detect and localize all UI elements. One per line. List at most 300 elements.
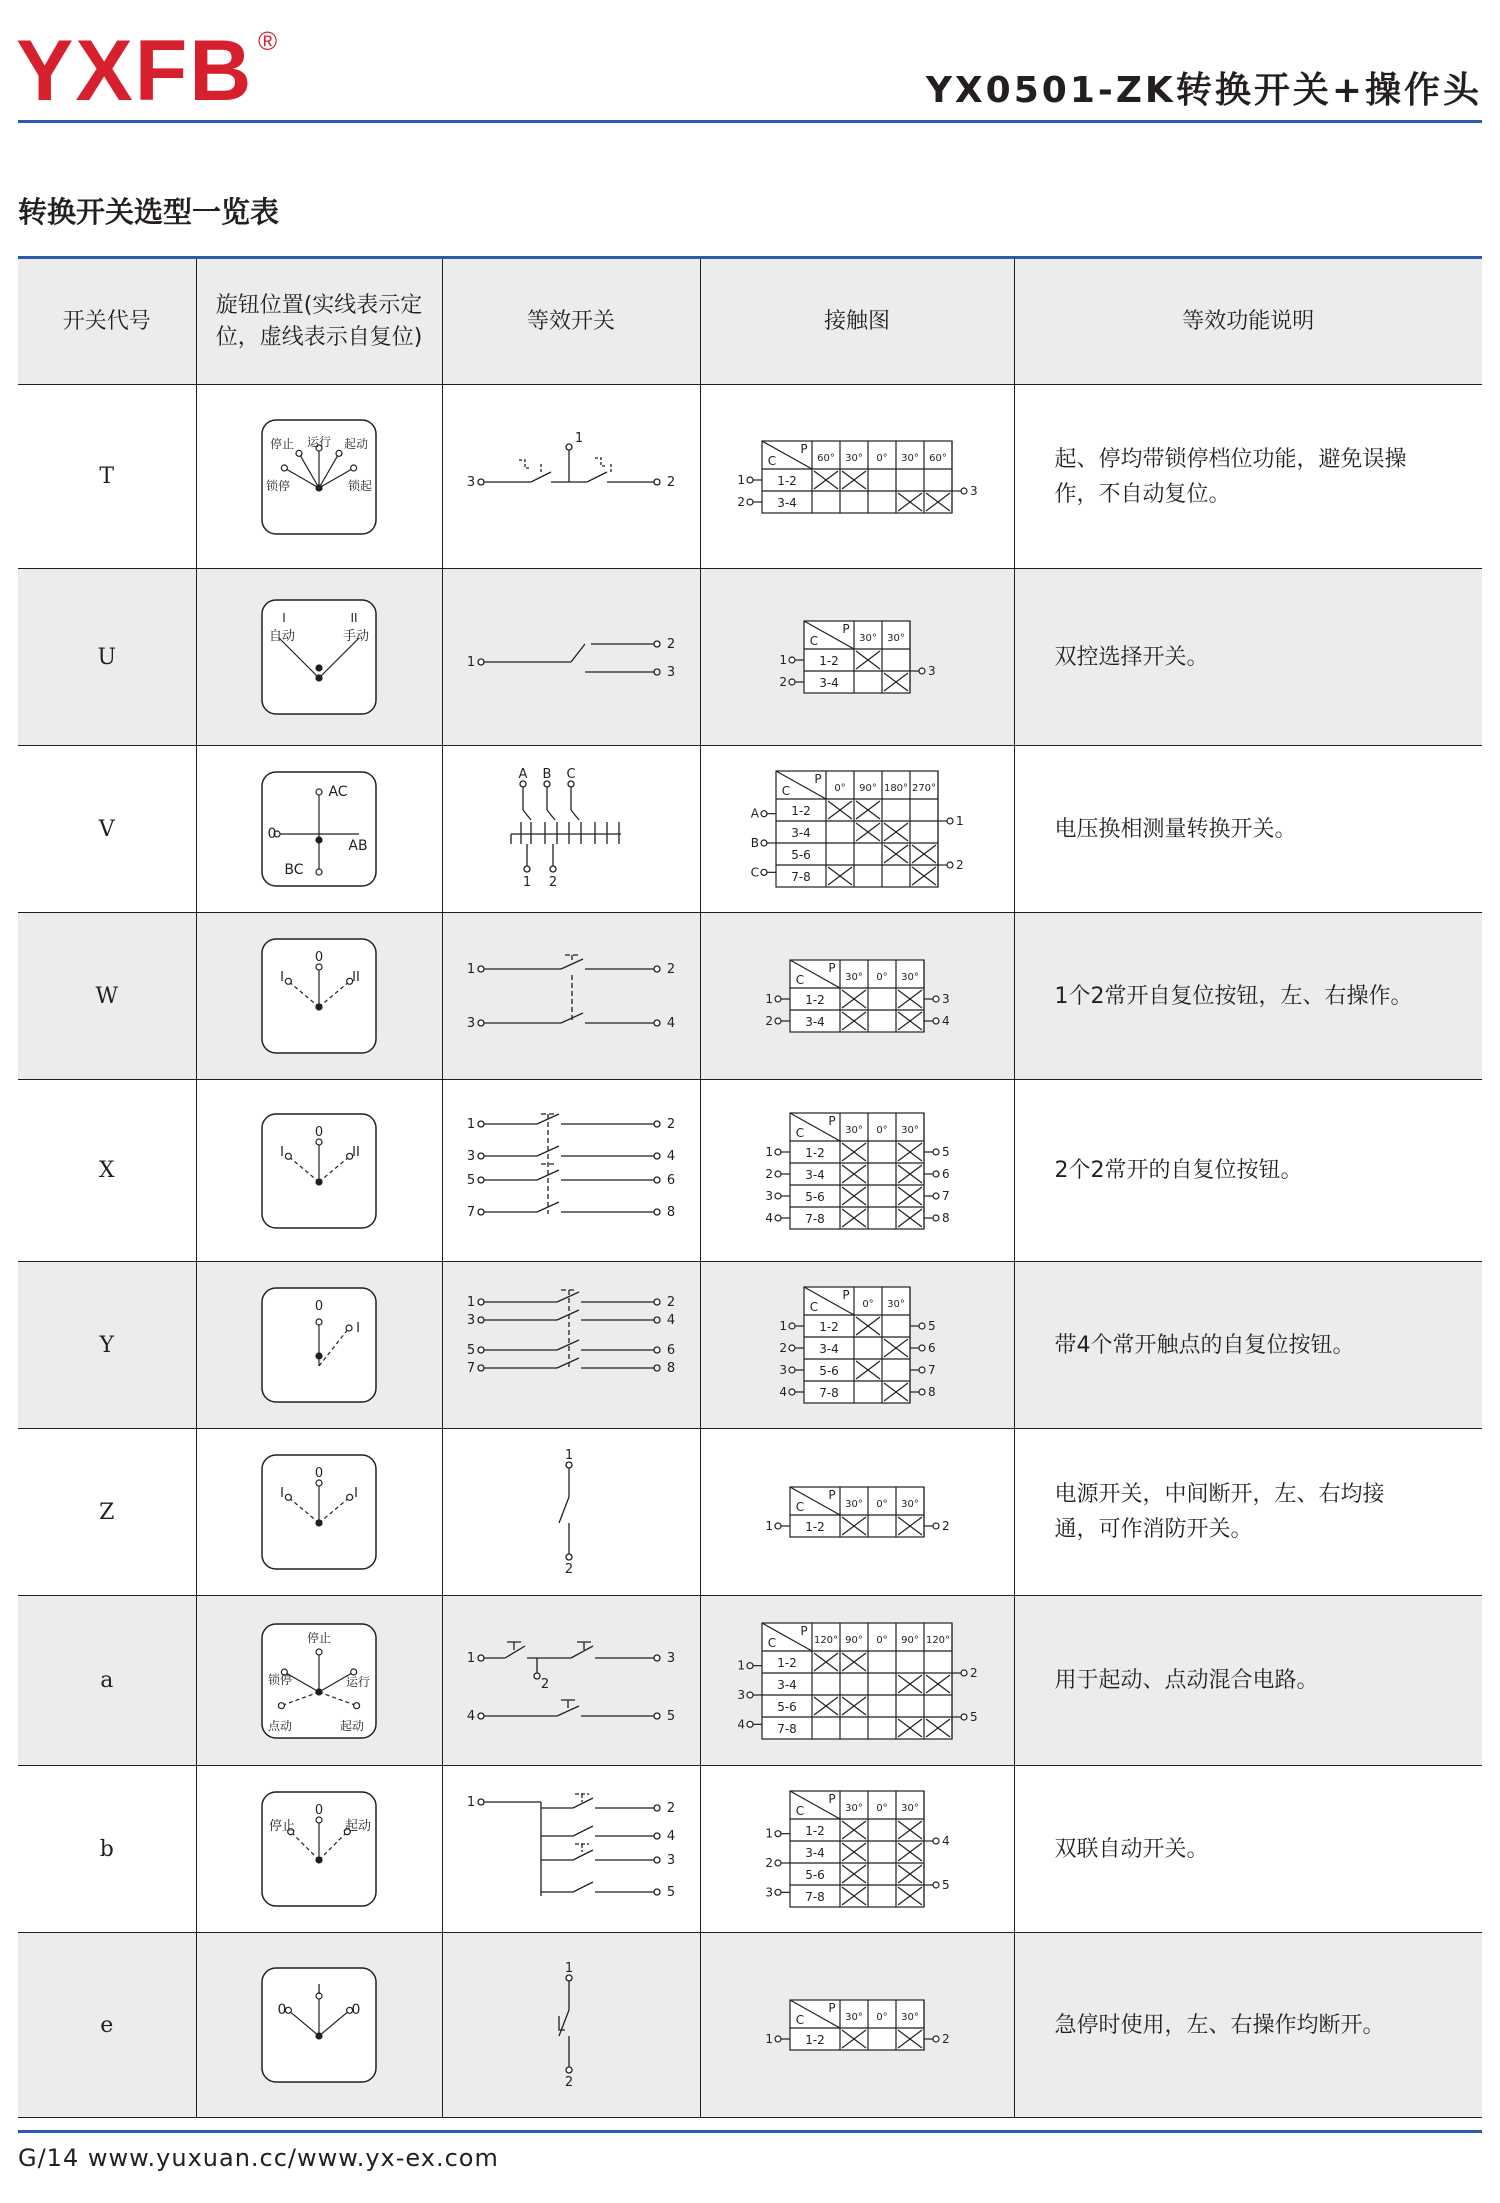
contact-terminal-label: 2	[942, 1519, 950, 1533]
contact-terminal-label: 1	[765, 992, 773, 1006]
switch-code: b	[99, 1836, 114, 1862]
header-knob-text: 旋钮位置(实线表示定位，虚线表示自复位)	[215, 292, 423, 350]
contact-angle-label: 30°	[887, 633, 905, 644]
contact-row-label: 5-6	[777, 1699, 797, 1714]
switch-terminal-label: 2	[564, 2075, 574, 2090]
contact-terminal-label: 2	[779, 1341, 787, 1355]
switch-terminal-label: 8	[666, 1361, 676, 1376]
table-row	[18, 1766, 1482, 1933]
function-description: 双控选择开关。	[1014, 569, 1482, 746]
switch-terminal-label: 5	[466, 1172, 476, 1188]
contact-terminal-label: 1	[737, 1658, 745, 1673]
knob-label: 0	[314, 1803, 324, 1818]
knob-label: I	[280, 1486, 284, 1501]
contact-terminal-label: 3	[779, 1363, 787, 1377]
table-row	[18, 569, 1482, 746]
contact-terminal-label: 2	[765, 1166, 773, 1181]
switch-terminal-label: 7	[466, 1361, 476, 1376]
contact-terminal-label: 5	[928, 1319, 936, 1333]
switch-terminal-label: 3	[666, 1650, 676, 1666]
contact-row-label: 1-2	[819, 654, 839, 668]
switch-terminal-label: 1	[466, 655, 476, 670]
knob-label: I	[356, 1321, 360, 1336]
table-row	[18, 746, 1482, 913]
knob-label: 起动	[339, 1718, 365, 1733]
contact-row-label: 7-8	[805, 1890, 825, 1904]
contact-corner-c: C	[795, 1125, 805, 1140]
header-contact-diagram: 接触图	[700, 258, 1014, 385]
contact-terminal-label: 5	[942, 1878, 950, 1892]
knob-label: 自动	[268, 629, 296, 644]
equivalent-switch-diagram	[461, 1447, 681, 1577]
section-title: 转换开关选型一览表	[18, 195, 280, 229]
switch-terminal-label: 3	[466, 1148, 476, 1164]
contact-angle-label: 30°	[845, 972, 863, 983]
contact-terminal-label: 7	[928, 1363, 936, 1377]
contact-angle-label: 0°	[876, 1803, 888, 1814]
table-header-row	[18, 258, 1482, 385]
switch-cell	[442, 1262, 700, 1429]
switch-code: X	[98, 1158, 115, 1183]
switch-code: e	[100, 2012, 114, 2038]
contact-cell	[700, 385, 1014, 569]
knob-position-icon	[260, 1790, 378, 1908]
contact-angle-label: 270°	[911, 783, 937, 794]
contact-angle-label: 30°	[901, 1124, 919, 1136]
contact-angle-label: 60°	[929, 452, 947, 464]
contact-cell	[700, 1766, 1014, 1933]
knob-label: AC	[328, 784, 348, 800]
switch-cell	[442, 1766, 700, 1933]
contact-cell	[700, 746, 1014, 913]
switch-terminal-label: 5	[466, 1343, 476, 1358]
contact-terminal-label: 8	[928, 1385, 936, 1399]
table-row	[18, 913, 1482, 1080]
contact-diagram	[717, 1613, 997, 1749]
contact-cell	[700, 1596, 1014, 1766]
switch-terminal-label: 3	[666, 665, 676, 680]
contact-terminal-label: 4	[942, 1014, 950, 1028]
contact-terminal-label: 1	[765, 1519, 773, 1533]
knob-label: 锁起	[347, 478, 373, 493]
equivalent-switch-diagram	[461, 1784, 681, 1914]
contact-row-label: 7-8	[805, 1211, 825, 1226]
footer-text: G/14 www.yuxuan.cc/www.yx-ex.com	[18, 2144, 499, 2172]
contact-row-label: 5-6	[805, 1868, 825, 1882]
contact-terminal-label: 5	[942, 1144, 950, 1159]
contact-row-label: 5-6	[819, 1364, 839, 1378]
contact-terminal-label: 4	[942, 1834, 950, 1848]
contact-diagram	[745, 1781, 969, 1917]
contact-row-label: 1-2	[791, 804, 811, 818]
switch-terminal-label: 2	[666, 962, 676, 977]
switch-code: U	[97, 644, 117, 670]
function-description: 电源开关，中间断开，左、右均接通，可作消防开关。	[1014, 1429, 1482, 1596]
contact-cell	[700, 569, 1014, 746]
contact-angle-label: 90°	[859, 783, 877, 794]
switch-terminal-label: 1	[466, 1295, 476, 1310]
switch-code: Z	[99, 1499, 115, 1525]
switch-terminal-label: 4	[666, 1148, 676, 1164]
switch-terminal-label: 2	[564, 1562, 574, 1577]
equivalent-switch-diagram	[461, 931, 681, 1061]
contact-corner-p: P	[828, 1113, 836, 1128]
knob-position-icon	[260, 1112, 378, 1230]
contact-diagram	[745, 950, 969, 1042]
footer-rule	[18, 2130, 1482, 2133]
table-row	[18, 385, 1482, 569]
contact-angle-label: 0°	[834, 783, 846, 794]
function-description: 1个2常开自复位按钮，左、右操作。	[1014, 913, 1482, 1080]
contact-terminal-label: 1	[779, 653, 787, 667]
knob-label: 停止	[306, 1630, 332, 1645]
switch-code: Y	[99, 1332, 115, 1358]
contact-row-label: 7-8	[819, 1386, 839, 1400]
equivalent-switch-diagram	[461, 1280, 681, 1410]
contact-terminal-label: 2	[737, 494, 745, 509]
contact-terminal-label: C	[750, 865, 759, 880]
contact-diagram	[759, 611, 955, 703]
contact-terminal-label: 1	[765, 2032, 773, 2046]
switch-terminal-label: 2	[548, 875, 558, 890]
contact-row-label: 3-4	[805, 1167, 825, 1182]
contact-cell	[700, 913, 1014, 1080]
knob-cell	[196, 1429, 442, 1596]
contact-corner-p: P	[842, 1288, 850, 1302]
contact-angle-label: 30°	[845, 1499, 863, 1510]
switch-terminal-label: 1	[564, 1448, 574, 1463]
contact-row-label: 3-4	[777, 1677, 797, 1692]
contact-corner-p: P	[828, 1488, 836, 1502]
switch-terminal-label: 5	[666, 1885, 676, 1900]
contact-row-label: 1-2	[805, 1824, 825, 1838]
contact-terminal-label: 2	[956, 858, 964, 872]
contact-terminal-label: 4	[779, 1385, 787, 1399]
switch-terminal-label: 3	[666, 1853, 676, 1868]
contact-corner-c: C	[795, 2013, 805, 2027]
contact-diagram	[745, 1103, 969, 1239]
switch-cell	[442, 746, 700, 913]
contact-diagram	[759, 1277, 955, 1413]
knob-position-icon	[260, 1286, 378, 1404]
contact-angle-label: 30°	[901, 452, 919, 464]
contact-diagram	[745, 1990, 969, 2060]
contact-terminal-label: 6	[928, 1341, 936, 1355]
contact-angle-label: 30°	[845, 2012, 863, 2023]
switch-cell	[442, 1080, 700, 1262]
switch-terminal-label: 3	[466, 1313, 476, 1328]
function-description: 双联自动开关。	[1014, 1766, 1482, 1933]
switch-terminal-label: 1	[466, 962, 476, 977]
header-code: 开关代号	[62, 308, 151, 334]
contact-angle-label: 30°	[845, 1124, 863, 1136]
contact-row-label: 5-6	[791, 848, 811, 862]
contact-angle-label: 120°	[925, 1634, 951, 1646]
contact-corner-c: C	[767, 1635, 777, 1650]
contact-cell	[700, 1080, 1014, 1262]
knob-label: I	[317, 1983, 321, 1998]
contact-angle-label: 120°	[813, 1634, 839, 1646]
contact-corner-p: P	[828, 961, 836, 975]
function-description: 2个2常开的自复位按钮。	[1014, 1080, 1482, 1262]
contact-corner-p: P	[828, 2001, 836, 2015]
knob-position-icon	[260, 1966, 378, 2084]
knob-label: 停止	[269, 436, 295, 451]
header-rule	[18, 120, 1482, 123]
contact-corner-p: P	[800, 1623, 808, 1638]
equivalent-switch-diagram	[461, 1960, 681, 2090]
knob-cell	[196, 1262, 442, 1429]
contact-terminal-label: 5	[970, 1709, 978, 1724]
switch-cell	[442, 1429, 700, 1596]
contact-terminal-label: B	[750, 836, 759, 850]
switch-code: T	[99, 464, 115, 489]
header-equivalent-switch: 等效开关	[442, 258, 700, 385]
knob-label: 手动	[342, 629, 370, 644]
contact-angle-label: 30°	[859, 633, 877, 644]
knob-label: 0	[314, 1124, 324, 1140]
knob-label: 起动	[344, 1819, 372, 1834]
contact-angle-label: 0°	[876, 1634, 888, 1646]
contact-cell	[700, 1933, 1014, 2118]
contact-angle-label: 90°	[901, 1634, 919, 1646]
contact-angle-label: 0°	[876, 2012, 888, 2023]
switch-code: W	[95, 983, 119, 1009]
contact-row-label: 1-2	[805, 2033, 825, 2047]
knob-label: 锁停	[267, 1672, 293, 1687]
switch-terminal-label: 1	[466, 1795, 476, 1810]
table-row	[18, 1429, 1482, 1596]
switch-terminal-label: 2	[666, 637, 676, 652]
contact-diagram	[731, 761, 983, 897]
contact-row-label: 7-8	[791, 870, 811, 884]
knob-label: I	[282, 611, 286, 625]
contact-terminal-label: 6	[942, 1166, 950, 1181]
equivalent-switch-diagram	[461, 1106, 681, 1236]
contact-angle-label: 0°	[876, 1124, 888, 1136]
contact-corner-c: C	[767, 453, 777, 468]
contact-row-label: 1-2	[805, 1145, 825, 1160]
contact-terminal-label: 1	[765, 1144, 773, 1159]
contact-row-label: 3-4	[777, 495, 797, 510]
knob-label: 0	[351, 2002, 361, 2018]
switch-code: V	[98, 816, 115, 842]
knob-label: 起动	[343, 436, 369, 451]
knob-label: 锁停	[265, 478, 291, 493]
equivalent-switch-diagram	[461, 412, 681, 542]
contact-terminal-label: 2	[779, 675, 787, 689]
knob-position-icon	[260, 1453, 378, 1571]
switch-terminal-label: 2	[666, 1116, 676, 1132]
knob-label: II	[352, 1144, 360, 1160]
knob-cell	[196, 1766, 442, 1933]
contact-terminal-label: 8	[942, 1210, 950, 1225]
knob-cell	[196, 385, 442, 569]
contact-corner-c: C	[781, 784, 791, 798]
switch-terminal-label: B	[542, 767, 552, 782]
contact-terminal-label: 2	[942, 2032, 950, 2046]
knob-label: I	[280, 1144, 284, 1160]
knob-label: 运行	[345, 1674, 371, 1689]
contact-corner-c: C	[809, 634, 819, 648]
knob-cell	[196, 1080, 442, 1262]
contact-angle-label: 60°	[817, 452, 835, 464]
selection-table	[18, 256, 1482, 2118]
contact-angle-label: 0°	[876, 972, 888, 983]
switch-terminal-label: A	[518, 767, 528, 782]
knob-label: 点动	[267, 1718, 293, 1733]
contact-terminal-label: 3	[942, 992, 950, 1006]
switch-cell	[442, 569, 700, 746]
contact-angle-label: 0°	[862, 1299, 874, 1310]
contact-row-label: 3-4	[819, 676, 839, 690]
contact-terminal-label: 2	[765, 1014, 773, 1028]
contact-angle-label: 90°	[845, 1634, 863, 1646]
contact-corner-c: C	[795, 1804, 805, 1818]
contact-row-label: 1-2	[777, 473, 797, 488]
contact-terminal-label: A	[750, 806, 759, 821]
contact-row-label: 1-2	[777, 1655, 797, 1670]
contact-terminal-label: 7	[942, 1188, 950, 1203]
table-row	[18, 1080, 1482, 1262]
contact-diagram	[745, 1477, 969, 1547]
contact-angle-label: 30°	[845, 452, 863, 464]
contact-angle-label: 30°	[901, 2012, 919, 2023]
contact-angle-label: 30°	[901, 1803, 919, 1814]
switch-terminal-label: 1	[466, 1650, 476, 1666]
knob-label: I	[354, 1486, 358, 1501]
contact-row-label: 1-2	[819, 1320, 839, 1334]
function-description: 用于起动、点动混合电路。	[1014, 1596, 1482, 1766]
switch-code: a	[100, 1668, 114, 1693]
switch-terminal-label: 6	[666, 1343, 676, 1358]
knob-label: 0	[267, 826, 277, 842]
switch-cell	[442, 385, 700, 569]
switch-terminal-label: 7	[466, 1204, 476, 1220]
table-row	[18, 1262, 1482, 1429]
switch-terminal-label: 4	[666, 1829, 676, 1844]
contact-corner-p: P	[800, 441, 808, 456]
switch-cell	[442, 913, 700, 1080]
contact-terminal-label: 4	[765, 1210, 773, 1225]
switch-terminal-label: 2	[666, 474, 676, 490]
contact-terminal-label: 2	[765, 1856, 773, 1870]
contact-terminal-label: 1	[737, 472, 745, 487]
knob-position-icon	[260, 770, 378, 888]
function-description: 急停时使用，左、右操作均断开。	[1014, 1933, 1482, 2118]
knob-cell	[196, 746, 442, 913]
contact-angle-label: 0°	[876, 452, 888, 464]
header-knob	[196, 258, 442, 385]
knob-position-icon	[260, 598, 378, 716]
contact-cell	[700, 1262, 1014, 1429]
knob-label: 0	[314, 1466, 324, 1481]
switch-terminal-label: 2	[540, 1676, 550, 1692]
registered-mark: ®	[258, 26, 278, 56]
equivalent-switch-diagram	[461, 1616, 681, 1746]
switch-terminal-label: 1	[564, 1961, 574, 1976]
brand-logo: YXFB	[16, 23, 254, 119]
header-description: 等效功能说明	[1014, 258, 1482, 385]
contact-row-label: 3-4	[805, 1846, 825, 1860]
knob-cell	[196, 1596, 442, 1766]
switch-terminal-label: 4	[466, 1708, 476, 1724]
contact-terminal-label: 1	[956, 814, 964, 828]
contact-angle-label: 180°	[883, 783, 909, 794]
contact-corner-p: P	[842, 622, 850, 636]
contact-corner-c: C	[795, 1500, 805, 1514]
contact-terminal-label: 3	[765, 1188, 773, 1203]
contact-terminal-label: 3	[928, 664, 936, 678]
switch-cell	[442, 1596, 700, 1766]
knob-label: 运行	[306, 434, 332, 449]
switch-terminal-label: 4	[666, 1313, 676, 1328]
contact-row-label: 1-2	[805, 993, 825, 1007]
contact-terminal-label: 3	[737, 1687, 745, 1702]
contact-row-label: 3-4	[805, 1015, 825, 1029]
knob-position-icon	[260, 937, 378, 1055]
table-row	[18, 1596, 1482, 1766]
switch-terminal-label: 1	[574, 430, 584, 446]
knob-label: 停止	[268, 1819, 296, 1834]
knob-label: BC	[284, 862, 304, 878]
switch-terminal-label: 3	[466, 1016, 476, 1031]
function-description: 带4个常开触点的自复位按钮。	[1014, 1262, 1482, 1429]
contact-angle-label: 30°	[887, 1299, 905, 1310]
knob-label: 0	[277, 2002, 287, 2018]
knob-label: I	[280, 970, 284, 985]
contact-angle-label: 30°	[901, 972, 919, 983]
contact-diagram	[717, 431, 997, 523]
switch-terminal-label: C	[566, 767, 576, 782]
switch-terminal-label: 4	[666, 1016, 676, 1031]
contact-row-label: 3-4	[791, 826, 811, 840]
document-title: YX0501-ZK转换开关+操作头	[925, 70, 1482, 111]
contact-terminal-label: 1	[765, 1826, 773, 1841]
switch-terminal-label: 1	[466, 1116, 476, 1132]
knob-cell	[196, 569, 442, 746]
contact-corner-c: C	[795, 973, 805, 987]
contact-angle-label: 30°	[845, 1803, 863, 1814]
contact-terminal-label: 1	[779, 1319, 787, 1333]
function-description: 起、停均带锁停档位功能，避免误操作，不自动复位。	[1014, 385, 1482, 569]
knob-label: II	[352, 970, 360, 985]
equivalent-switch-diagram	[461, 592, 681, 722]
knob-position-icon	[260, 418, 378, 536]
switch-terminal-label: 3	[466, 474, 476, 490]
contact-angle-label: 0°	[876, 1499, 888, 1510]
switch-terminal-label: 5	[666, 1708, 676, 1724]
contact-terminal-label: 4	[737, 1716, 745, 1731]
contact-terminal-label: 2	[970, 1665, 978, 1680]
switch-terminal-label: 6	[666, 1172, 676, 1188]
contact-terminal-label: 3	[970, 483, 978, 498]
contact-row-label: 1-2	[805, 1520, 825, 1534]
function-description: 电压换相测量转换开关。	[1014, 746, 1482, 913]
contact-row-label: 5-6	[805, 1189, 825, 1204]
knob-cell	[196, 913, 442, 1080]
switch-terminal-label: 2	[666, 1295, 676, 1310]
switch-terminal-label: 2	[666, 1801, 676, 1816]
switch-cell	[442, 1933, 700, 2118]
knob-label: 0	[314, 1299, 324, 1314]
contact-corner-p: P	[828, 1792, 836, 1806]
table-row	[18, 1933, 1482, 2118]
knob-label: 0	[314, 950, 324, 965]
contact-cell	[700, 1429, 1014, 1596]
contact-corner-c: C	[809, 1300, 819, 1314]
contact-corner-p: P	[814, 772, 822, 786]
